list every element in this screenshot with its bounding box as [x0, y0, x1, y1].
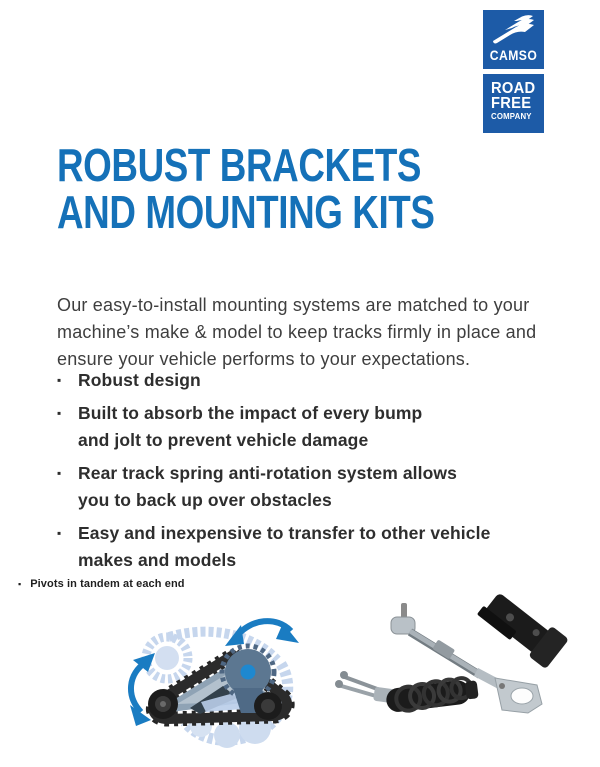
track-rotation-illustration-svg	[105, 600, 335, 767]
bullet-square-icon: ▪	[57, 526, 62, 540]
mounting-hardware-photo	[330, 590, 600, 767]
roadfree-line1: ROAD	[491, 80, 536, 97]
intro-line2: machine’s make & model to keep tracks firmly in place and	[57, 322, 537, 342]
camso-logo	[483, 10, 544, 69]
page-title	[57, 139, 435, 238]
roadfree-line3: COMPANY	[491, 111, 532, 121]
bullet-square-icon: ▪	[57, 466, 62, 480]
intro-line1: Our easy-to-install mounting systems are matched to your	[57, 295, 530, 315]
spring-assembly	[335, 671, 479, 713]
bullet-text: Easy and inexpensive to transfer to other vehicle	[78, 523, 491, 543]
note-bullet-icon: ▪	[18, 579, 22, 589]
bullet-text: Built to absorb the impact of every bump	[78, 403, 423, 423]
intro-line3: ensure your vehicle performs to your expectations.	[57, 349, 471, 369]
track-rotation-illustration	[105, 600, 335, 767]
list-item	[57, 400, 490, 454]
camso-bird-icon	[492, 15, 535, 49]
list-item	[57, 520, 490, 574]
bracket-part	[476, 590, 569, 669]
brand-stack	[483, 10, 544, 133]
bullet-text: Robust design	[78, 370, 201, 390]
mounting-hardware-photo-svg	[330, 590, 600, 767]
bullet-square-icon: ▪	[57, 406, 62, 420]
pivot-hub-dot	[241, 665, 256, 680]
page-title-line2: AND MOUNTING KITS	[57, 186, 435, 238]
bullet-text: Rear track spring anti-rotation system allows	[78, 463, 457, 483]
pivots-note	[18, 577, 185, 591]
list-item	[57, 460, 490, 514]
roadfree-badge	[483, 74, 544, 133]
rotation-arrow-top-icon	[225, 621, 299, 646]
roadfree-line2: FREE	[491, 95, 532, 112]
pivots-note-text: Pivots in tandem at each end	[30, 578, 185, 590]
page-title-line1: ROBUST BRACKETS	[57, 139, 422, 191]
feature-list	[57, 367, 490, 580]
bullet-square-icon: ▪	[57, 373, 62, 387]
list-item	[57, 367, 490, 394]
bullet-text: makes and models	[78, 550, 237, 570]
intro-paragraph	[57, 292, 536, 373]
camso-logo-label: CAMSO	[489, 48, 538, 63]
bullet-text: you to back up over obstacles	[78, 490, 332, 510]
bullet-text: and jolt to prevent vehicle damage	[78, 430, 369, 450]
